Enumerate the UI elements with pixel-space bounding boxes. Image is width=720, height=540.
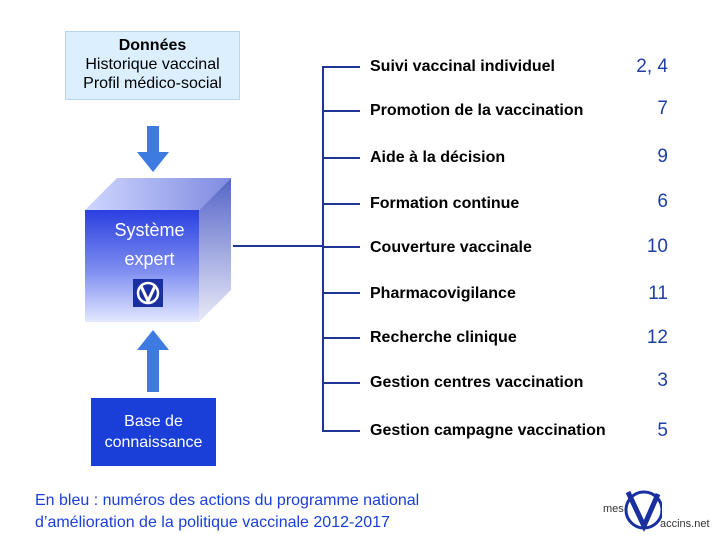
item-number-promotion: 7 [657, 98, 668, 119]
item-number-campagne: 5 [657, 420, 668, 441]
data-box [65, 31, 240, 100]
connector-item-6 [322, 292, 360, 294]
connector-item-7 [322, 337, 360, 339]
logo-text-left: mes [603, 503, 624, 515]
system-label-line2: expert [124, 249, 175, 269]
data-box-title: Données [118, 37, 187, 54]
item-label-couverture: Couverture vaccinale [370, 239, 532, 256]
item-number-pharmacovigilance: 11 [648, 283, 668, 304]
item-label-campagne: Gestion campagne vaccination [370, 422, 606, 439]
footnote-line2: d’amélioration de la politique vaccinale 2012-2017 [35, 514, 390, 531]
vaccine-logo-icon [133, 279, 163, 307]
knowledge-base-line2: connaissance [104, 434, 203, 451]
connector-vertical [322, 66, 324, 432]
item-number-recherche: 12 [646, 327, 668, 348]
item-number-suivi: 2, 4 [636, 56, 668, 77]
item-number-centres: 3 [657, 370, 668, 391]
item-label-formation: Formation continue [370, 195, 520, 212]
footnote [35, 490, 485, 534]
arrow-up-icon [137, 330, 169, 392]
item-number-aide: 9 [657, 146, 668, 167]
connector-item-1 [322, 66, 360, 68]
item-label-aide: Aide à la décision [370, 149, 506, 166]
logo-text-right: accins.net [660, 518, 710, 530]
footnote-line1: En bleu : numéros des actions du programme national [35, 492, 420, 509]
connector-item-4 [322, 203, 360, 205]
data-box-line-profile: Profil médico-social [83, 75, 222, 92]
item-label-promotion: Promotion de la vaccination [370, 102, 584, 119]
connector-horizontal [233, 245, 324, 247]
item-label-pharmacovigilance: Pharmacovigilance [370, 285, 516, 302]
data-box-line-history: Historique vaccinal [85, 56, 220, 73]
item-number-formation: 6 [657, 191, 668, 212]
mesvaccins-logo-icon [622, 488, 662, 532]
item-label-recherche: Recherche clinique [370, 329, 517, 346]
connector-item-5 [322, 246, 360, 248]
knowledge-base-box [91, 398, 216, 466]
item-label-suivi: Suivi vaccinal individuel [370, 58, 555, 75]
item-number-couverture: 10 [646, 236, 668, 257]
connector-item-2 [322, 110, 360, 112]
system-label-line1: Système [114, 220, 185, 240]
connector-item-8 [322, 382, 360, 384]
connector-item-9 [322, 430, 360, 432]
item-label-centres: Gestion centres vaccination [370, 374, 584, 391]
arrow-down-icon [137, 126, 169, 174]
connector-item-3 [322, 157, 360, 159]
system-expert-label [92, 216, 207, 274]
knowledge-base-line1: Base de [124, 413, 183, 430]
